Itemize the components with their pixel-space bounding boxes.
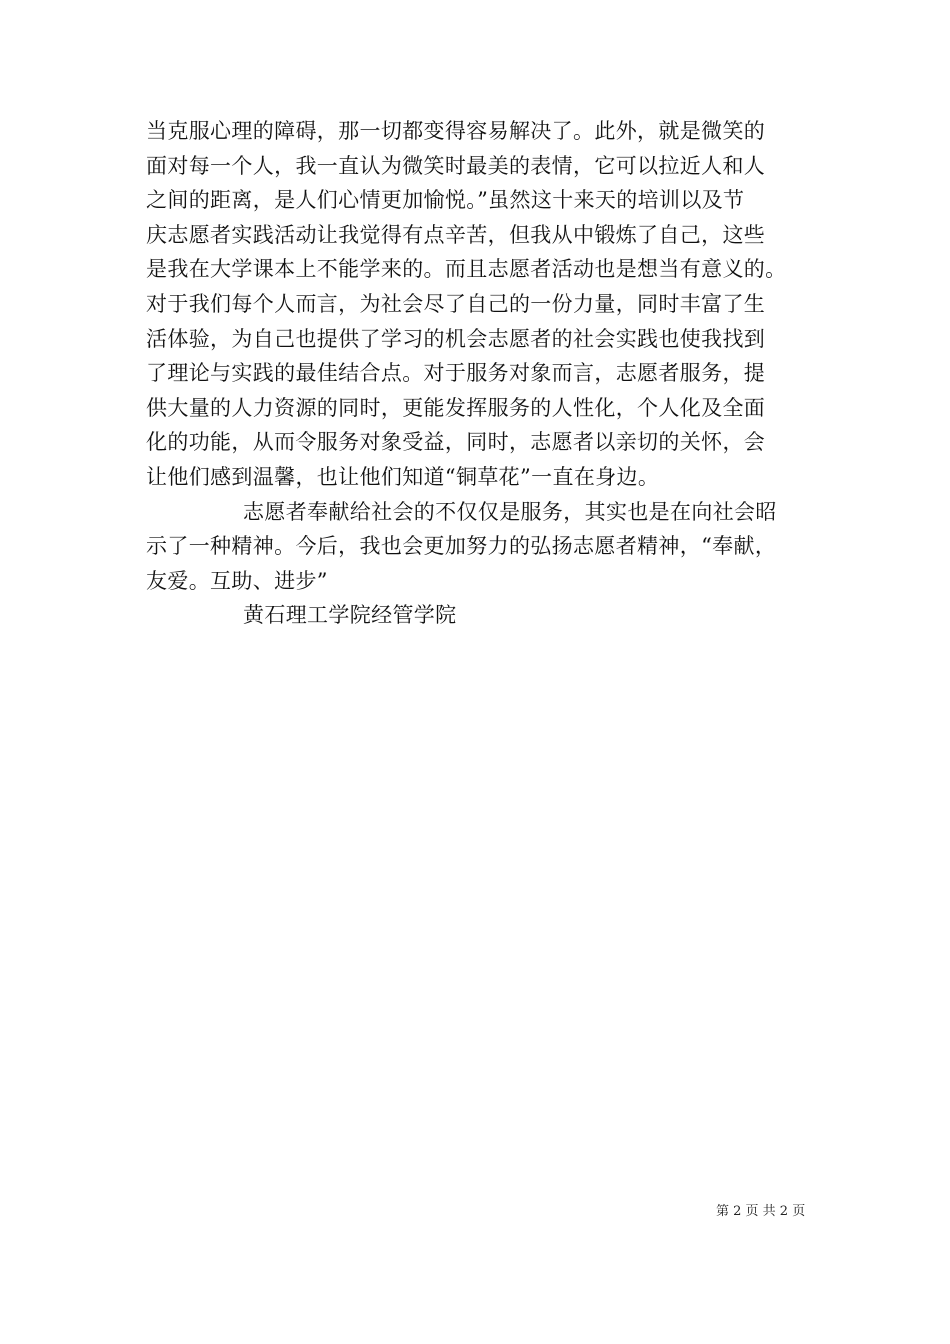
paragraph-2-line: 示了一种精神。今后，我也会更加努力的弘扬志愿者精神，“奉献， bbox=[146, 534, 777, 559]
paragraph-1-line: 让他们感到温馨，也让他们知道“铜草花”一直在身边。 bbox=[146, 464, 660, 489]
paragraph-2-line: 志愿者奉献给社会的不仅仅是服务，其实也是在向社会昭 bbox=[243, 499, 777, 524]
paragraph-1-line: 之间的距离，是人们心情更加愉悦。”虽然这十来天的培训以及节 bbox=[146, 188, 745, 213]
paragraph-1-line: 面对每一个人，我一直认为微笑时最美的表情，它可以拉近人和人 bbox=[146, 153, 766, 178]
paragraph-1-line: 活体验，为自己也提供了学习的机会志愿者的社会实践也使我找到 bbox=[146, 326, 766, 351]
paragraph-1-line: 化的功能，从而令服务对象受益，同时，志愿者以亲切的关怀，会 bbox=[146, 430, 766, 455]
paragraph-1-line: 庆志愿者实践活动让我觉得有点辛苦，但我从中锻炼了自己，这些 bbox=[146, 222, 766, 247]
paragraph-1-line: 了理论与实践的最佳结合点。对于服务对象而言，志愿者服务，提 bbox=[146, 361, 766, 386]
signature: 黄石理工学院经管学院 bbox=[243, 603, 457, 628]
paragraph-1-line: 对于我们每个人而言，为社会尽了自己的一份力量，同时丰富了生 bbox=[146, 291, 766, 316]
paragraph-2-line: 友爱。互助、进步” bbox=[146, 568, 328, 593]
page-number-footer: 第 2 页 共 2 页 bbox=[716, 1204, 806, 1219]
document-body bbox=[146, 114, 826, 633]
paragraph-1-line: 供大量的人力资源的同时，更能发挥服务的人性化，个人化及全面 bbox=[146, 395, 766, 420]
paragraph-1-line: 当克服心理的障碍，那一切都变得容易解决了。此外，就是微笑的 bbox=[146, 119, 766, 143]
paragraph-1-line: 是我在大学课本上不能学来的。而且志愿者活动也是想当有意义的。 bbox=[146, 257, 787, 282]
